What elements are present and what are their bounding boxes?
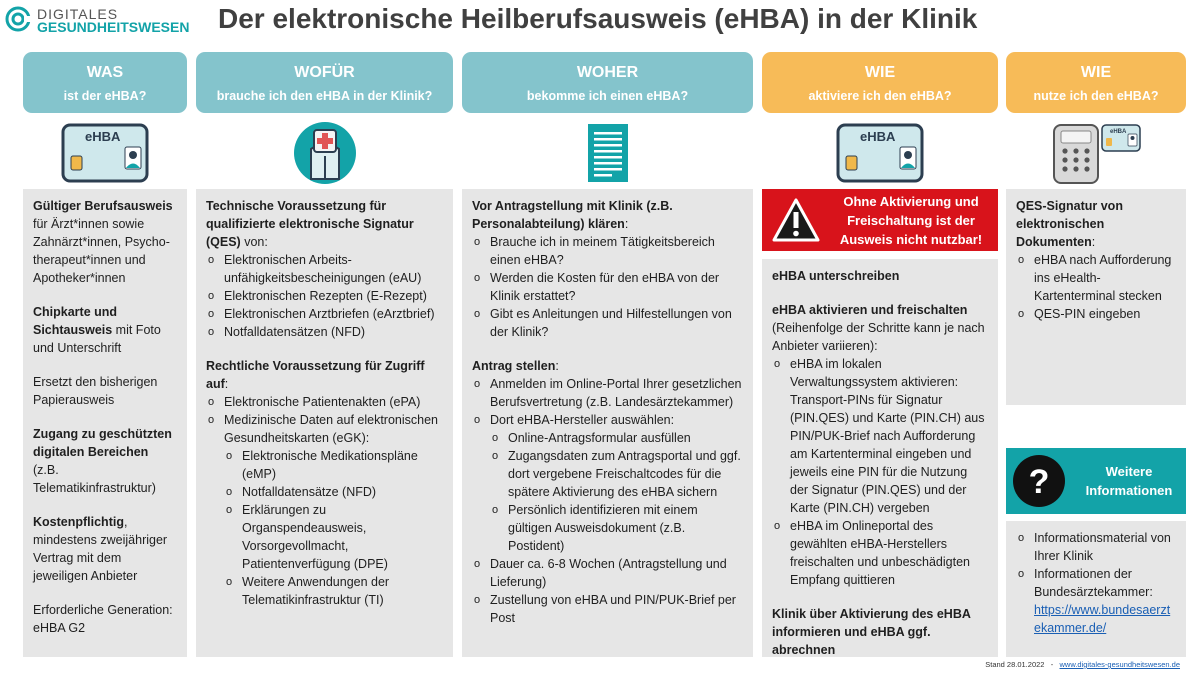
list-item: o eHBA im Onlineportal des gewählten eHBA-Herstellers freischalten und unbeschädigten Empfang quittieren	[772, 517, 988, 589]
list-item: o Anmelden im Online-Portal Ihrer gesetzlichen Berufsvertretung (z.B. Landesärztekammer)	[472, 375, 743, 411]
sub-list-item: o Notfalldatensätze (NFD)	[224, 483, 443, 501]
column-header-subtitle: brauche ich den eHBA in der Klinik?	[216, 89, 433, 103]
column-header-wie-nutzen	[1006, 52, 1186, 113]
woher-heading-1: Vor Antragstellung mit Klinik (z.B. Personalabteilung) klären	[472, 199, 673, 231]
list-item: o Gibt es Anleitungen und Hilfestellungen von der Klinik?	[472, 305, 743, 341]
column-header-wofuer	[196, 52, 453, 113]
column-header-subtitle: bekomme ich einen eHBA?	[526, 89, 689, 103]
warning-banner	[762, 189, 998, 251]
card-label: eHBA	[860, 129, 896, 144]
was-bold-4: Zugang zu geschützten digitalen Bereichen	[33, 427, 172, 459]
step-sign: eHBA unterschreiben	[772, 269, 900, 283]
list-item-text: Informationen der Bundesärztekammer:	[1034, 567, 1153, 599]
list-item: o Elektronischen Arbeits-unfähigkeitsbescheinigungen (eAU)	[206, 251, 443, 287]
column-header-title: WIE	[1080, 64, 1112, 81]
list-item: o Dauer ca. 6-8 Wochen (Antragstellung und Lieferung)	[472, 555, 743, 591]
question-icon	[1006, 448, 1072, 514]
warning-icon	[762, 189, 830, 251]
wofuer-heading-1-tail: von:	[240, 235, 268, 249]
column-header-subtitle: ist der eHBA?	[63, 89, 147, 103]
sub-list-item: o Elektronische Medikationspläne (eMP)	[224, 447, 443, 483]
was-text-2: mit Foto und Unterschrift	[33, 323, 161, 355]
column-header-subtitle: nutze ich den eHBA?	[1033, 89, 1159, 103]
panel-wie-nutzen	[1006, 189, 1186, 405]
footer	[985, 660, 1180, 669]
column-header-title: WOHER	[576, 64, 639, 81]
list-item	[206, 411, 443, 609]
column-header-subtitle: aktiviere ich den eHBA?	[808, 89, 952, 103]
logo-icon	[4, 5, 32, 33]
panel-woher	[462, 189, 753, 657]
wofuer-heading-1: Technische Voraussetzung für qualifizierte elektronische Signatur (QES)	[206, 199, 414, 249]
sub-list-item: o Persönlich identifizieren mit einem gültigen Ausweisdokument (z.B. Postident)	[490, 501, 743, 555]
woher-heading-2-tail: :	[555, 359, 559, 373]
was-text-4: (z.B. Telematikinfrastruktur)	[33, 463, 156, 495]
list-item: o Informationsmaterial von Ihrer Klinik	[1016, 529, 1176, 565]
list-item-text: Dort eHBA-Hersteller auswählen:	[490, 413, 675, 427]
list-item-text: Medizinische Daten auf elektronischen Gesundheitskarten (eGK):	[224, 413, 439, 445]
sub-list-item: o Erklärungen zu Organspendeausweis, Vorsorgevollmacht, Patientenverfügung (DPE)	[224, 501, 443, 573]
logo-text-top: DIGITALES	[37, 6, 119, 22]
sub-list-item: o Online-Antragsformular ausfüllen	[490, 429, 743, 447]
svg-text:?: ?	[1028, 463, 1050, 501]
list-item	[1016, 565, 1176, 637]
panel-was	[23, 189, 187, 657]
list-item: o Elektronischen Rezepten (E-Rezept)	[206, 287, 443, 305]
wie-nutzen-heading-tail: :	[1091, 235, 1096, 249]
list-item: o Brauche ich in meinem Tätigkeitsbereich einen eHBA?	[472, 233, 743, 269]
list-item	[472, 411, 743, 555]
card-terminal-icon	[1006, 120, 1186, 186]
wofuer-heading-2: Rechtliche Voraussetzung für Zugriff auf	[206, 359, 425, 391]
was-bold-2: Chipkarte und Sichtausweis	[33, 305, 118, 337]
was-text-3: Ersetzt den bisherigen Papierausweis	[33, 375, 158, 407]
document-icon	[462, 120, 753, 186]
panel-wofuer	[196, 189, 453, 657]
bundesaerztekammer-link[interactable]: https://www.bundesaerztekammer.de/	[1034, 603, 1171, 635]
hospital-icon	[196, 120, 453, 186]
step-activate: eHBA aktivieren und freischalten	[772, 303, 968, 317]
ehba-card-icon	[23, 120, 187, 186]
card-label: eHBA	[1110, 129, 1127, 135]
panel-wie-aktivieren	[762, 259, 998, 657]
logo[interactable]	[4, 4, 204, 38]
list-item: o eHBA nach Aufforderung ins eHealth-Kartenterminal stecken	[1016, 251, 1176, 305]
was-text-1: für Ärzt*innen sowie Zahnärzt*innen, Psycho-therapeut*innen und Apotheker*innen	[33, 217, 170, 285]
list-item: o QES-PIN eingeben	[1016, 305, 1176, 323]
column-header-title: WAS	[86, 64, 124, 81]
was-bold-1: Gültiger Berufsausweis	[33, 199, 173, 213]
list-item: o Elektronischen Arztbriefen (eArztbrief)	[206, 305, 443, 323]
column-header-woher	[462, 52, 753, 113]
logo-text-bottom: GESUNDHEITSWESEN	[37, 19, 190, 35]
column-header-title: WOFÜR	[294, 64, 355, 81]
woher-heading-2: Antrag stellen	[472, 359, 556, 373]
step-inform-clinic: Klinik über Aktivierung des eHBA informieren und eHBA ggf. abrechnen	[772, 607, 971, 657]
footer-date: Stand 28.01.2022	[985, 660, 1045, 669]
list-item: o Elektronische Patientenakten (ePA)	[206, 393, 443, 411]
panel-info	[1006, 521, 1186, 657]
list-item: o Zustellung von eHBA und PIN/PUK-Brief per Post	[472, 591, 743, 627]
sub-list-item: o Weitere Anwendungen der Telematikinfrastruktur (TI)	[224, 573, 443, 609]
was-text-5: , mindestens zweijähriger Vertrag mit dem jeweiligen Anbieter	[33, 515, 168, 583]
column-header-title: WIE	[864, 64, 896, 81]
info-title: Weitere Informationen	[1085, 464, 1173, 498]
footer-separator: -	[1050, 660, 1054, 669]
info-banner	[1006, 448, 1186, 514]
list-item: o Notfalldatensätzen (NFD)	[206, 323, 443, 341]
list-item: o eHBA im lokalen Verwaltungssystem aktivieren: Transport-PINs für Signatur (PIN.QES) und Karte (PIN.CH) aus PIN/PUK-Brief nach Aufforderung am Kartenterminal eingeben und jeweils eine PIN für die Nutzung der Signatur (PIN.QES) und der Karte (PIN.CH) vergeben	[772, 355, 988, 517]
wie-nutzen-heading: QES-Signatur von elektronischen Dokumenten	[1016, 199, 1123, 249]
list-item: o Werden die Kosten für den eHBA von der Klinik erstattet?	[472, 269, 743, 305]
column-header-wie-aktivieren	[762, 52, 998, 113]
was-text-6: Erforderliche Generation: eHBA G2	[33, 603, 173, 635]
wofuer-heading-2-tail: :	[224, 377, 229, 391]
footer-website-link[interactable]: www.digitales-gesundheitswesen.de	[1059, 660, 1180, 669]
sub-list-item: o Zugangsdaten zum Antragsportal und ggf. dort vergebene Freischaltcodes für die spätere Aktivierung des eHBA sichern	[490, 447, 743, 501]
page-title: Der elektronische Heilberufsausweis (eHBA) in der Klinik	[218, 3, 978, 34]
step-activate-note: (Reihenfolge der Schritte kann je nach Anbieter variieren):	[772, 321, 985, 353]
woher-heading-1-tail: :	[624, 217, 629, 231]
ehba-card-icon	[762, 120, 998, 186]
column-header-was	[23, 52, 187, 113]
card-label: eHBA	[85, 129, 121, 144]
warning-text: Ohne Aktivierung und Freischaltung ist der Ausweis nicht nutzbar!	[839, 193, 983, 247]
was-bold-5: Kostenpflichtig	[33, 515, 124, 529]
